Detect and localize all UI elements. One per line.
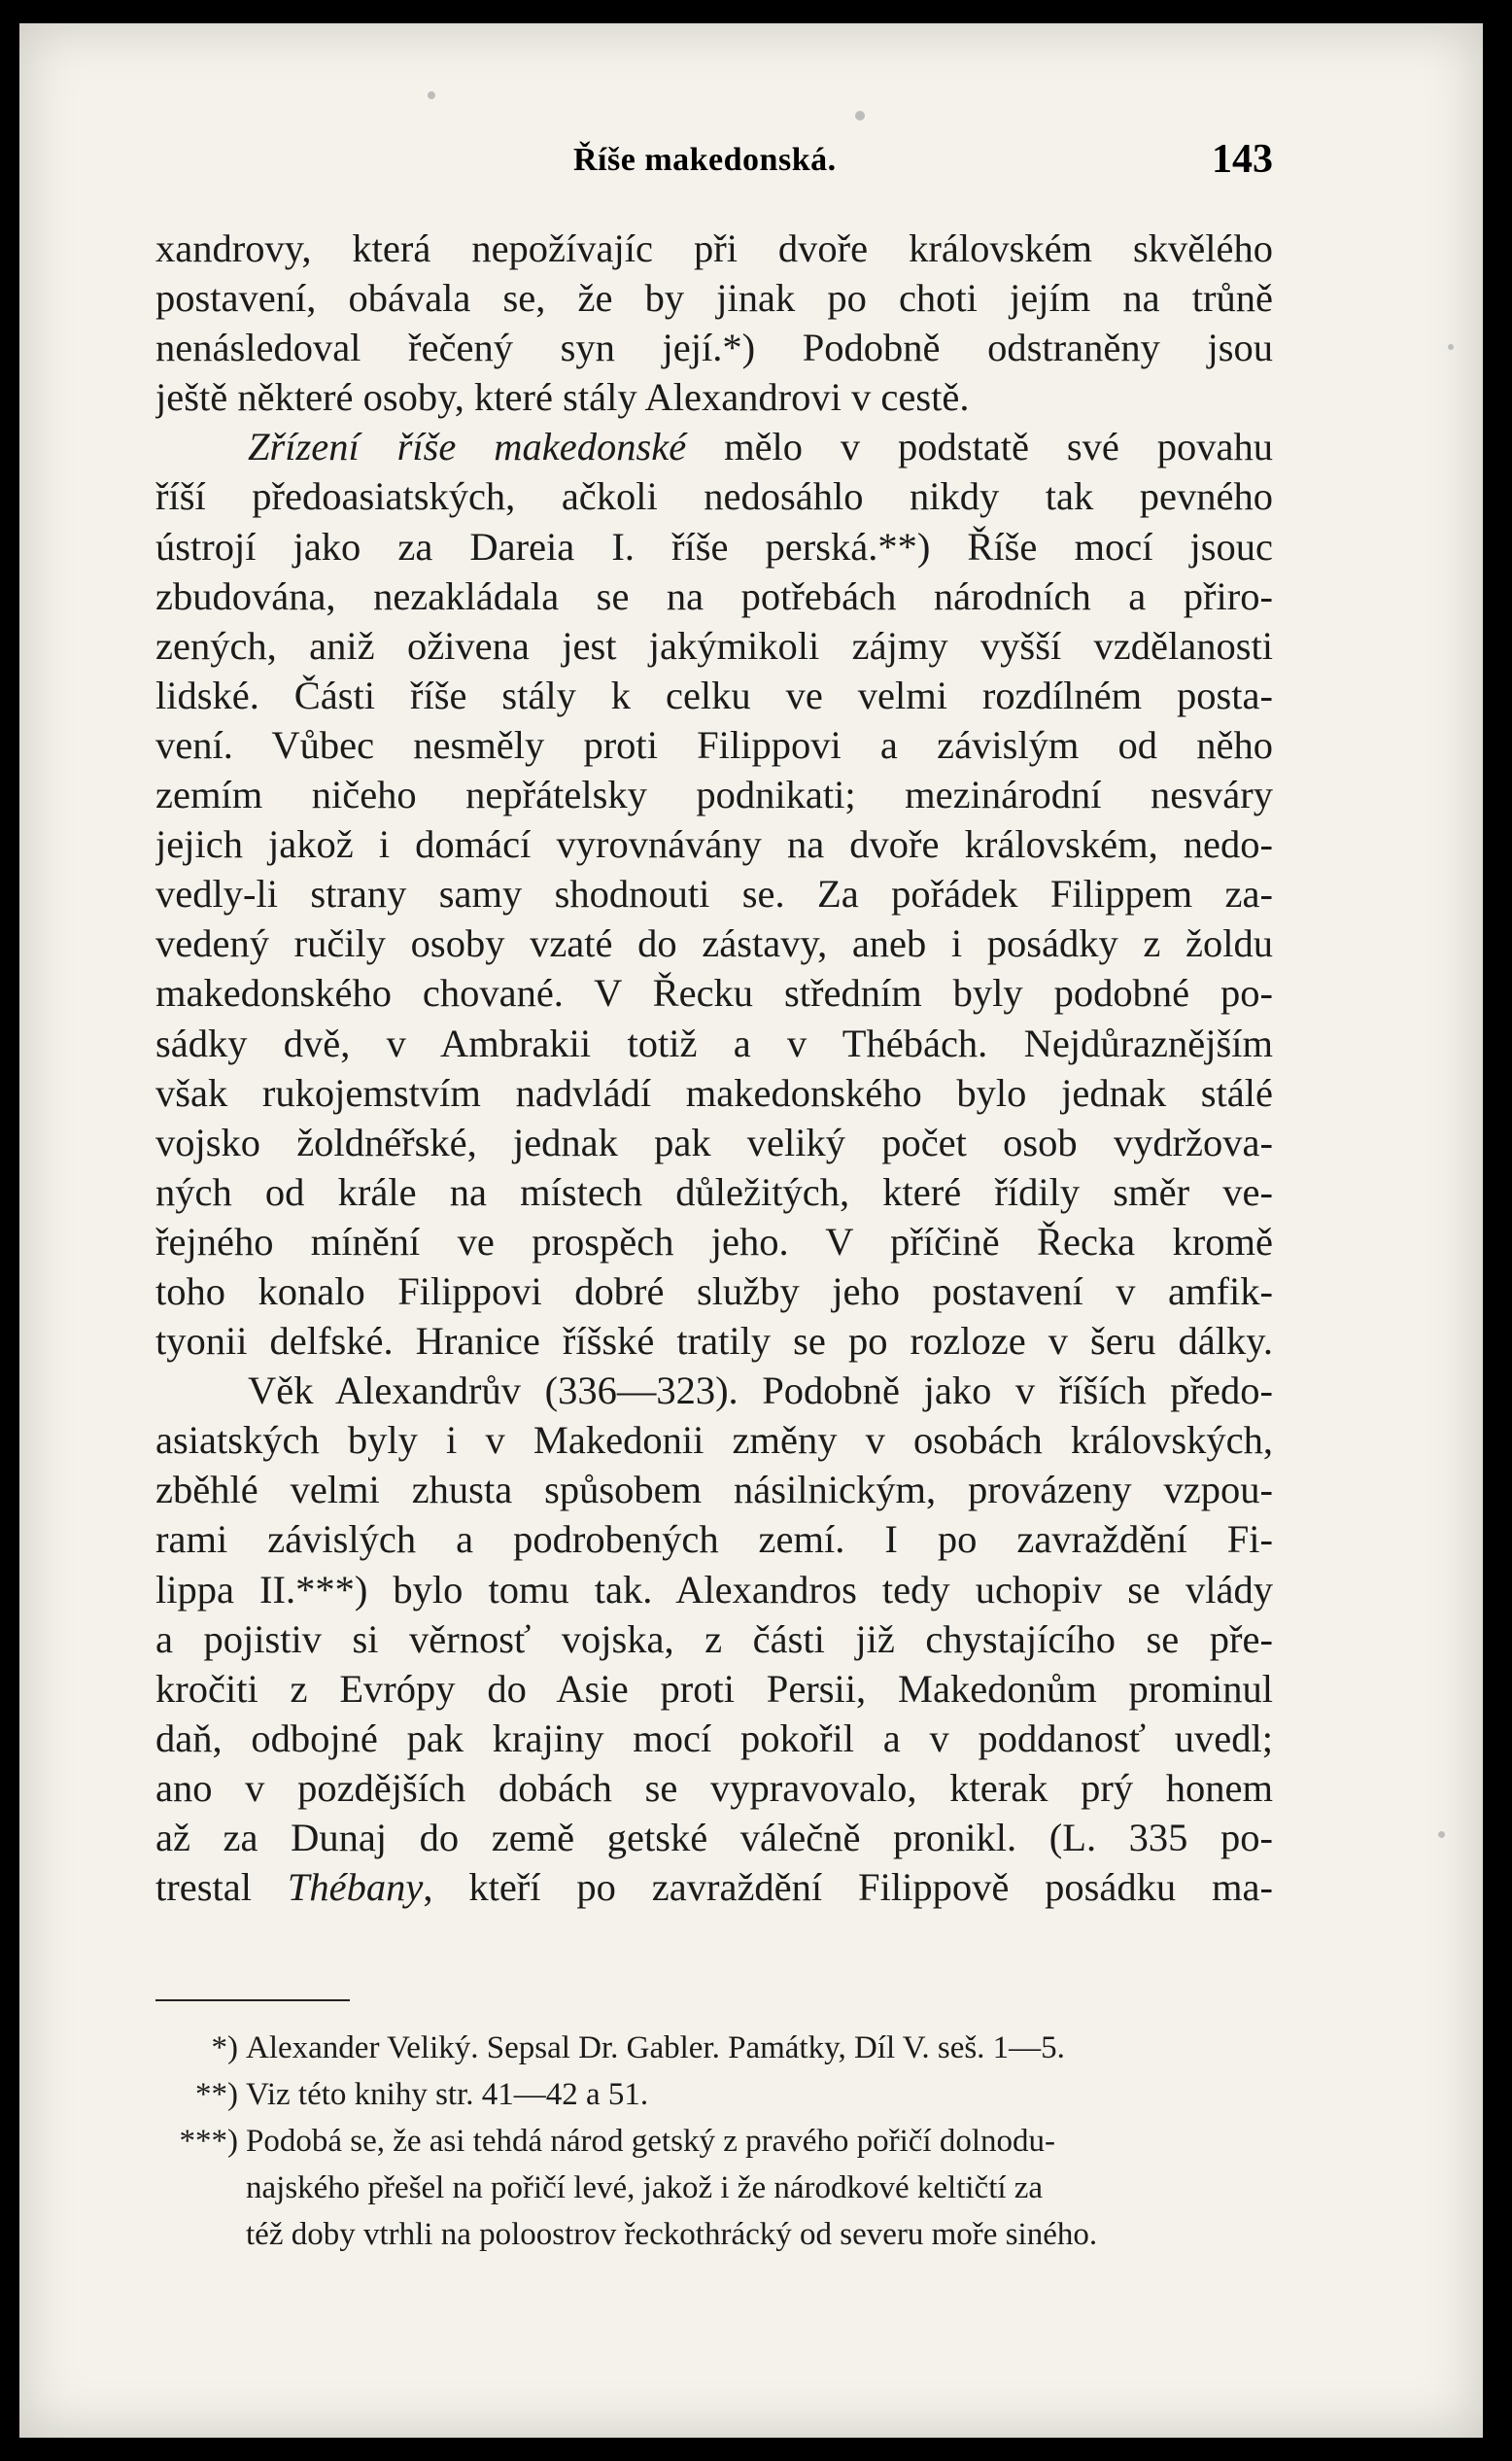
footnote-mark: **) <box>195 2077 238 2112</box>
footnote-continuation: též doby vtrhli na poloostrov řeckothrácký od severu moře siného. <box>246 2217 1098 2252</box>
text-line: vedly-li strany samy shodnouti se. Za pořádek Filippem za- <box>155 872 1273 917</box>
paper-speck <box>1438 1831 1445 1838</box>
text-line: řejného mínění ve prospěch jeho. V příčině Řecka kromě <box>155 1219 1273 1264</box>
footnote <box>155 2118 1273 2165</box>
footnotes <box>155 2025 1273 2258</box>
body-text <box>155 224 1273 1912</box>
paper-speck <box>428 91 435 99</box>
text-line: však rukojemstvím nadvládí makedonského bylo jednak stálé <box>155 1070 1273 1115</box>
text-line: až za Dunaj do země getské válečně pronikl. (L. 335 po- <box>155 1816 1273 1859</box>
footnote-text: Podobá se, že asi tehdá národ getský z pravého pořičí dolnodu- <box>246 2124 1056 2159</box>
text-line: zemím ničeho nepřátelsky podnikati; mezinárodní nesváry <box>155 773 1273 817</box>
text-line: zbudována, nezakládala se na potřebách národních a přiro- <box>155 573 1273 618</box>
text-line: makedonského chované. V Řecku středním byly podobné po- <box>155 971 1273 1016</box>
text-line: rami závislých a podrobených zemí. I po zavraždění Fi- <box>155 1517 1273 1562</box>
paper-speck <box>1448 344 1454 350</box>
text-line: a pojistiv si věrnosť vojska, z části již chystajícího se pře- <box>155 1616 1273 1661</box>
text-line: ještě některé osoby, které stály Alexandrovi v cestě. <box>155 375 970 420</box>
text-line: asiatských byly i v Makedonii změny v osobách královských, <box>155 1418 1273 1463</box>
footnote-rule <box>155 1999 350 2001</box>
text-line: lippa II.***) bylo tomu tak. Alexandros tedy uchopiv se vlády <box>155 1567 1273 1612</box>
text-line-with-italic: Zřízení říše makedonské mělo v podstatě své povahu <box>248 425 1273 469</box>
text-line: říší předoasiatských, ačkoli nedosáhlo nikdy tak pevného <box>155 474 1273 519</box>
text-line: Věk Alexandrův (336—323). Podobně jako v říších předo- <box>248 1369 1273 1413</box>
footnote-mark: ***) <box>179 2124 238 2159</box>
text-line-with-italic: trestal Thébany, kteří po zavraždění Filippově posádku ma- <box>155 1865 1273 1910</box>
text-line: vení. Vůbec nesměly proti Filippovi a závislým od něho <box>155 722 1273 767</box>
text-line: kročiti z Evrópy do Asie proti Persii, Makedonům prominul <box>155 1666 1273 1711</box>
running-title: Říše makedonská. <box>573 142 837 178</box>
text-line: tyonii delfské. Hranice říšské tratily se po rozloze v šeru dálky. <box>155 1319 1273 1364</box>
text-line: jejich jakož i domácí vyrovnávány na dvoře královském, nedo- <box>155 822 1273 867</box>
footnote-text: Alexander Veliký. Sepsal Dr. Gabler. Památky, Díl V. seš. 1—5. <box>246 2030 1065 2065</box>
text-line: ných od krále na místech důležitých, které řídily směr ve- <box>155 1169 1273 1214</box>
text-line: sádky dvě, v Ambrakii totiž a v Thébách. Nejdůraznějším <box>155 1021 1273 1065</box>
footnote-mark: *) <box>211 2030 238 2065</box>
text-line: ano v pozdějších dobách se vypravovalo, kterak prý honem <box>155 1765 1273 1810</box>
text-line: zených, aniž oživena jest jakýmikoli zájmy vyšší vzdělanosti <box>155 623 1273 668</box>
footnote-text: Viz této knihy str. 41—42 a 51. <box>246 2077 649 2112</box>
footnote-continuation: najského přešel na pořičí levé, jakož i že národkové keltičtí za <box>246 2170 1044 2205</box>
page-header <box>155 136 1273 194</box>
text-line: lidské. Části říše stály k celku ve velmi rozdílném posta- <box>155 673 1273 717</box>
page-number: 143 <box>1212 137 1273 182</box>
text-line: vedený ručily osoby vzaté do zástavy, aneb i posádky z žoldu <box>155 921 1273 966</box>
footnote <box>155 2071 1273 2118</box>
text-line: toho konalo Filippovi dobré služby jeho postavení v amfik- <box>155 1268 1273 1313</box>
text-line: postavení, obávala se, že by jinak po choti jejím na trůně <box>155 276 1273 321</box>
footnote <box>155 2025 1273 2071</box>
paper-speck <box>855 111 865 121</box>
italic-word: Thébany <box>287 1865 424 1910</box>
text-line: nenásledoval řečený syn její.*) Podobně odstraněny jsou <box>155 326 1273 370</box>
text-line: daň, odbojné pak krajiny mocí pokořil a v poddanosť uvedl; <box>155 1716 1273 1760</box>
text-line: zběhlé velmi zhusta spůsobem násilnickým, provázeny vzpou- <box>155 1468 1273 1512</box>
text-line: xandrovy, která nepožívajíc při dvoře královském skvělého <box>155 226 1273 270</box>
text-line: vojsko žoldnéřské, jednak pak veliký počet osob vydržova- <box>155 1120 1273 1164</box>
italic-heading: Zřízení říše makedonské <box>248 425 687 469</box>
text-line: ústrojí jako za Dareia I. říše perská.**) Říše mocí jsouc <box>155 524 1273 569</box>
